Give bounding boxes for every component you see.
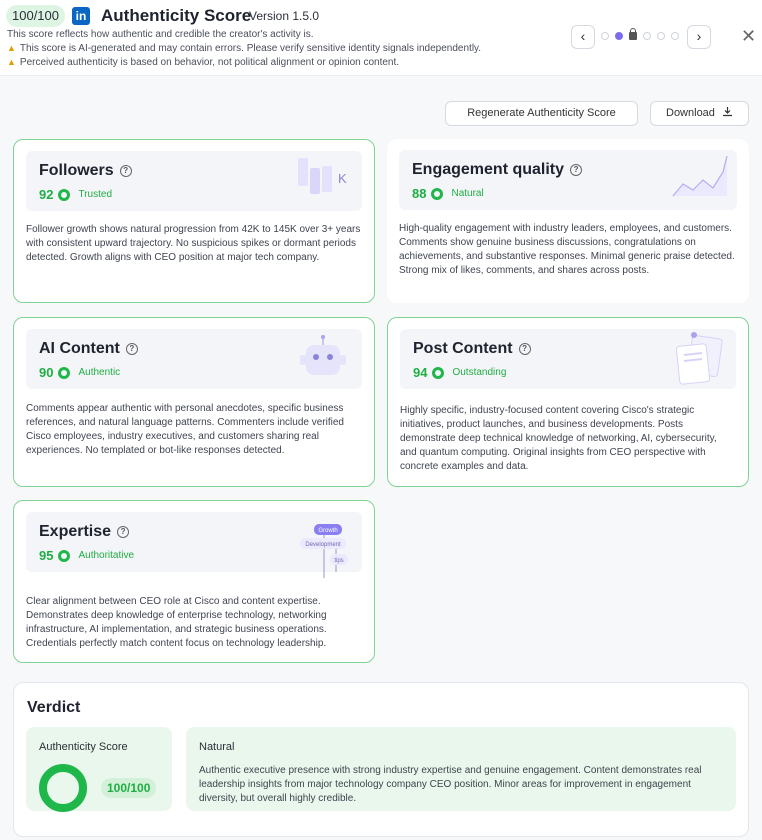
card-title: Followers ? (39, 162, 132, 180)
followers-card (13, 139, 375, 303)
card-header (26, 512, 362, 572)
post-documents-icon (674, 331, 734, 387)
warning-line (7, 43, 481, 54)
score-ring-icon (58, 550, 70, 562)
expertise-card (13, 500, 375, 663)
verdict-title: Verdict (27, 699, 81, 716)
verdict-score-pill: 100/100 (101, 778, 156, 798)
download-icon (722, 106, 733, 117)
linkedin-logo-icon: in (72, 7, 90, 25)
score-ring-icon (58, 367, 70, 379)
prev-button[interactable]: ‹ (571, 25, 595, 49)
card-description: Follower growth shows natural progression from 42K to 145K over 3+ years with consistent upward trajectory. No suspicious spikes or dormant periods detected. Growth aligns with CEO position at major tech company. (26, 224, 361, 263)
card-title: Post Content ? (413, 340, 531, 358)
card-description: High-quality engagement with industry leaders, employees, and customers. Comments show genuine business discussions, congratulations on achievements, and substantive responses. Minimal generic praise detected. Strong mix of likes, comments, and shares across posts. (399, 223, 735, 276)
growth-tag: Growth (318, 528, 338, 534)
card-description: Clear alignment between CEO role at Cisco and content expertise. Demonstrates deep knowledge of enterprise technology, networking infrastructure, AI implementation, and strategic business operations. Credentials perfectly match content focus on technology leadership. (26, 596, 327, 649)
card-title: AI Content ? (39, 340, 138, 358)
development-tag: Development (305, 542, 341, 548)
score-row (412, 186, 484, 201)
page-title: Authenticity Score (101, 6, 252, 25)
help-icon[interactable]: ? (126, 343, 138, 355)
pagination-dots (601, 32, 679, 40)
score-ring-icon (58, 189, 70, 201)
verdict-summary-box (186, 727, 736, 811)
help-icon[interactable]: ? (519, 343, 531, 355)
verdict-score-box (26, 727, 172, 811)
info-line: This score reflects how authentic and credible the creator's activity is. (7, 29, 314, 40)
followers-k-text: K (338, 171, 347, 186)
post-content-card (387, 317, 749, 487)
card-header (26, 151, 362, 211)
score-ring-icon (432, 367, 444, 379)
warning-line (7, 57, 399, 68)
score-row (39, 548, 134, 563)
help-icon[interactable]: ? (120, 165, 132, 177)
header (0, 0, 762, 76)
card-description: Highly specific, industry-focused content covering Cisco's strategic initiatives, product launches, and business developments. Posts demonstrate deep technical knowledge of networking, AI, cybersecurity, and quantum computing. Original insights from CEO perspective with concrete examples and data. (400, 405, 717, 472)
score-pill: 100/100 (6, 5, 65, 27)
score-value: 94 (413, 365, 428, 380)
verdict-score-label: Authenticity Score (39, 741, 128, 753)
score-label: Trusted (78, 189, 112, 200)
regenerate-button[interactable]: Regenerate Authenticity Score (445, 101, 638, 126)
score-value: 88 (412, 186, 427, 201)
score-donut-icon (39, 764, 87, 812)
close-icon[interactable]: ✕ (741, 26, 757, 46)
expertise-tags-icon (298, 522, 362, 580)
help-icon[interactable]: ? (570, 164, 582, 176)
engagement-chart-icon (671, 154, 731, 200)
verdict-description: Authentic executive presence with strong industry expertise and genuine engagement. Content demonstrates real leadership insights from major technology company CEO position. Minor areas for improvement in engagement diversity, but overall highly credible. (199, 765, 702, 804)
card-header (26, 329, 362, 389)
version-label: Version 1.5.0 (249, 9, 320, 23)
card-header (400, 329, 736, 389)
score-row (413, 365, 506, 380)
engagement-card (387, 139, 749, 303)
score-ring-icon (431, 188, 443, 200)
score-label: Outstanding (452, 367, 507, 378)
warning-icon: ▲ (7, 57, 16, 67)
next-button[interactable]: › (687, 25, 711, 49)
score-label: Authentic (78, 367, 121, 378)
card-title: Expertise ? (39, 523, 129, 541)
card-header (399, 150, 737, 210)
tips-tag: tips (334, 558, 344, 564)
download-label: Download (666, 107, 715, 119)
robot-icon (296, 333, 350, 383)
verdict-headline: Natural (199, 741, 235, 753)
score-row (39, 365, 120, 380)
page-dot[interactable] (643, 32, 651, 40)
score-label: Authoritative (78, 550, 135, 561)
followers-bars-icon (296, 156, 352, 196)
page-dot[interactable] (601, 32, 609, 40)
lock-icon (629, 32, 637, 40)
score-row (39, 187, 112, 202)
score-value: 92 (39, 187, 54, 202)
warning-text: This score is AI-generated and may contain errors. Please verify sensitive identity signals independently. (19, 43, 482, 54)
help-icon[interactable]: ? (117, 526, 129, 538)
card-title: Engagement quality ? (412, 161, 582, 179)
ai-content-card (13, 317, 375, 487)
warning-icon: ▲ (7, 43, 16, 53)
score-value: 95 (39, 548, 54, 563)
score-label: Natural (451, 188, 484, 199)
page-dot[interactable] (671, 32, 679, 40)
download-button[interactable] (650, 101, 749, 126)
verdict-section (13, 682, 749, 837)
page-dot-active[interactable] (615, 32, 623, 40)
page-dot[interactable] (657, 32, 665, 40)
card-description: Comments appear authentic with personal anecdotes, specific business references, and natural language patterns. Commenters include verified Cisco employees, industry executives, and customers sharing real experiences. No templated or bot-like responses detected. (26, 403, 344, 456)
score-value: 90 (39, 365, 54, 380)
warning-text: Perceived authenticity is based on behavior, not political alignment or opinion content. (19, 57, 400, 68)
